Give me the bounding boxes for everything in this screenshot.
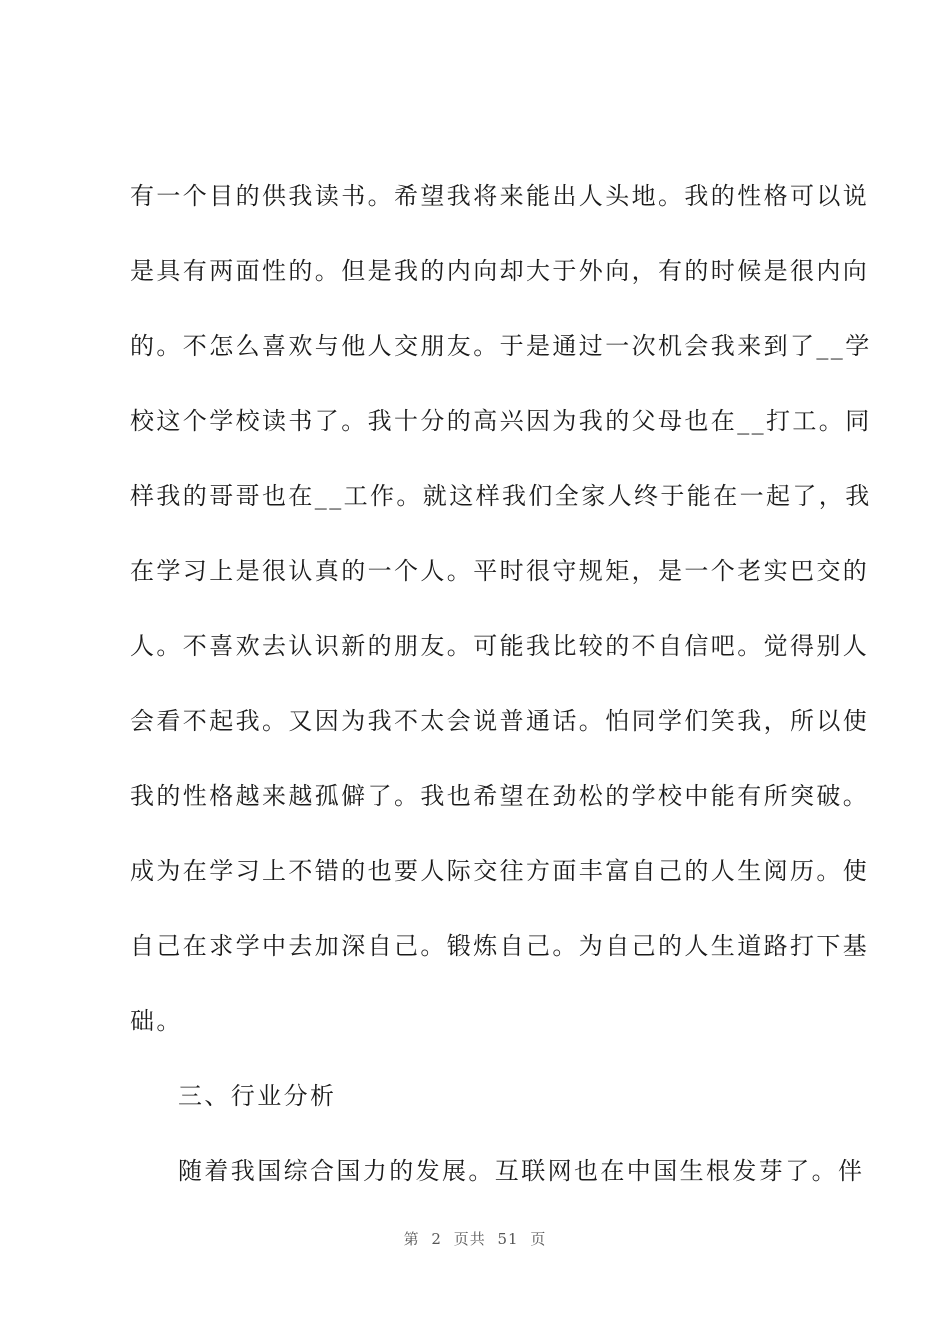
paragraph-line: 人。不喜欢去认识新的朋友。可能我比较的不自信吧。觉得别人 xyxy=(130,632,870,660)
paragraph-line: 我的性格越来越孤僻了。我也希望在劲松的学校中能有所突破。 xyxy=(130,782,870,810)
paragraph-line: 校这个学校读书了。我十分的高兴因为我的父母也在__打工。同 xyxy=(130,407,872,435)
paragraph-line: 础。 xyxy=(130,1007,183,1035)
body-text xyxy=(130,172,872,1222)
paragraph-line: 是具有两面性的。但是我的内向却大于外向，有的时候是很内向 xyxy=(130,257,870,285)
paragraph-line: 会看不起我。又因为我不太会说普通话。怕同学们笑我，所以使 xyxy=(130,707,870,735)
paragraph-line: 成为在学习上不错的也要人际交往方面丰富自己的人生阅历。使 xyxy=(130,857,870,885)
paragraph-line: 自己在求学中去加深自己。锻炼自己。为自己的人生道路打下基 xyxy=(130,932,870,960)
paragraph-line: 随着我国综合国力的发展。互联网也在中国生根发芽了。伴 xyxy=(178,1157,865,1185)
paragraph-line: 样我的哥哥也在__工作。就这样我们全家人终于能在一起了，我 xyxy=(130,482,872,510)
paragraph-line: 有一个目的供我读书。希望我将来能出人头地。我的性格可以说 xyxy=(130,182,870,210)
section-heading: 三、行业分析 xyxy=(178,1082,337,1110)
paragraph-line: 在学习上是很认真的一个人。平时很守规矩，是一个老实巴交的 xyxy=(130,557,870,585)
paragraph-line: 的。不怎么喜欢与他人交朋友。于是通过一次机会我来到了__学 xyxy=(130,332,872,360)
page-number-footer: 第 2 页共 51 页 xyxy=(403,1230,547,1248)
